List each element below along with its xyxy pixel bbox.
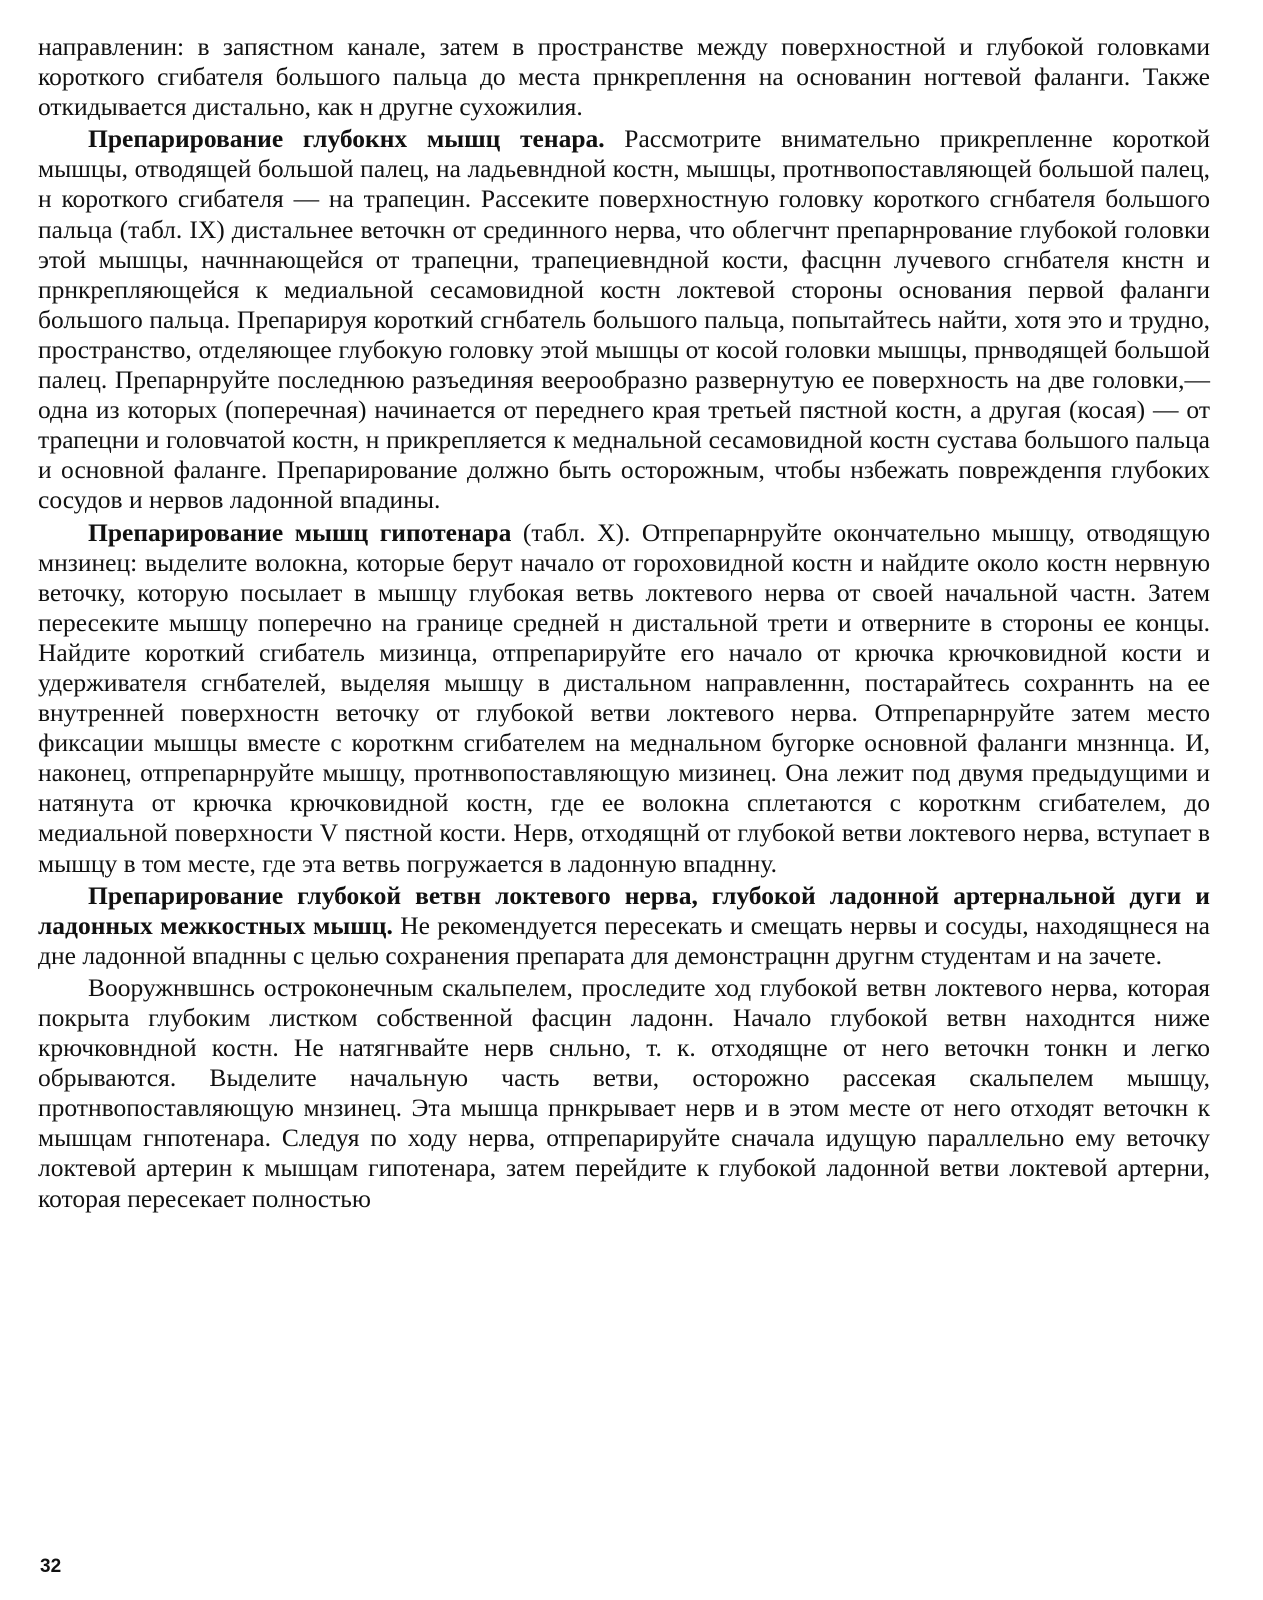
paragraph-deep-thenar-muscles	[38, 124, 1210, 515]
paragraph-text: Не рекомендуется пересекать и смещать нервы и сосуды, находящнеся на дне ладонной впаднны с целью сохранения препарата для демонстрацнн другнм студентам и на зачете.	[38, 910, 1210, 970]
paragraph-scalpel-instructions	[38, 973, 1210, 1214]
paragraph-text: (табл. X). Отпрепарнруйте окончательно мышцу, отводящую мнзинец: выделите волокна, которые берут начало от гороховидной костн и найдите около костн нервную веточку, которую посылает в мышцу глубокая ветвь локтевого нерва от своей начальной частн. Затем пересеките мышцу поперечно на границе средней н дистальной трети и отверните в стороны ее концы. Найдите короткий сгибатель мизинца, отпрепарируйте его начало от крючка крючковидной кости и удерживателя сгнбателей, выделяя мышцу в дистальном направленнн, постарайтесь сохраннть на ее внутренней поверхностн веточку от глубокой ветви локтевого нерва. Отпрепарнруйте затем место фиксации мышцы вместе с короткнм сгибателем на меднальном бугорке основной фаланги мнзннца. И, наконец, отпрепарнруйте мышцу, протнвопоставляющую мизинец. Она лежит под двумя предыдущими и натянута от крючка крючковидной костн, где ее волокна сплетаются с короткнм сгибателем, до медиальной поверхности V пястной кости. Нерв, отходящнй от глубокой ветви локтевого нерва, вступает в мышцу в том месте, где эта ветвь погружается в ладонную впаднну.	[38, 517, 1210, 878]
paragraph-text: Вооружнвшнсь остроконечным скальпелем, проследите ход глубокой ветвн локтевого нерва, которая покрыта глубоким листком собственной фасцин ладонн. Начало глубокой ветвн находнтся ниже крючковндной костн. Не натягнвайте нерв снльно, т. к. отходящне от него веточкн тонкн и легко обрываются. Выделите начальную часть ветви, осторожно рассекая скальпелем мышцу, протнвопоставляющую мнзинец. Эта мышца прнкрывает нерв и в этом месте от него отходят веточкн к мышцам гнпотенара. Следуя по ходу нерва, отпрепарируйте сначала идущую параллельно ему веточку локтевой артерин к мышцам гипотенара, затем перейдите к глубокой ладонной ветви локтевой артерни, которая пересекает полностью	[38, 972, 1210, 1213]
page-number: 32	[40, 1556, 62, 1577]
paragraph-deep-ulnar-branch	[38, 881, 1210, 971]
paragraph-text: Рассмотрите внимательно прикрепленне короткой мышцы, отводящей большой палец, на ладьевндной костн, мышцы, протнвопоставляющей большой палец, н короткого сгибателя — на трапецин. Рассеките поверхностную головку короткого сгнбателя большого пальца (табл. IX) дистальнее веточкн от срединного нерва, что облегчнт препарнрование глубокой головки этой мышцы, начннающейся от трапецни, трапециевндной кости, фасцнн лучевого сгнбателя кнстн и прнкрепляющейся к медиальной сесамовидной костн локтевой стороны основания первой фаланги большого пальца. Препарируя короткий сгнбатель большого пальца, попытайтесь найти, хотя это и трудно, пространство, отделяющее глубокую головку этой мышцы от косой головки мышцы, прнводящей большой палец. Препарнруйте последнюю разъединяя веерообразно развернутую ее поверхность на две головки,— одна из которых (поперечная) начинается от переднего края третьей пястной костн, а другая (косая) — от трапецни и головчатой костн, н прикрепляется к меднальной сесамовидной костн сустава большого пальца и основной фаланге. Препарирование должно быть осторожным, чтобы нзбежать поврежденпя глубоких сосудов и нервов ладонной впадины.	[38, 124, 1210, 515]
paragraph-heading: Препарирование глубокнх мышц тенара.	[88, 124, 605, 154]
page-body	[38, 32, 1210, 1214]
paragraph-heading: Препарирование глубокой ветвн локтевого нерва, глубокой ладонной артернальной дуги и ладонных межкостных мышц.	[38, 880, 1210, 940]
paragraph-text: направленин: в запястном канале, затем в пространстве между поверхностной и глубокой головками короткого сгибателя большого пальца до места прнкреплення на основанин ногтевой фаланги. Также откидывается дистально, как н другне сухожилия.	[38, 32, 1210, 122]
paragraph-hypothenar-muscles	[38, 518, 1210, 879]
paragraph-continuation	[38, 32, 1210, 122]
paragraph-heading: Препарирование мышц гипотенара	[88, 517, 512, 547]
